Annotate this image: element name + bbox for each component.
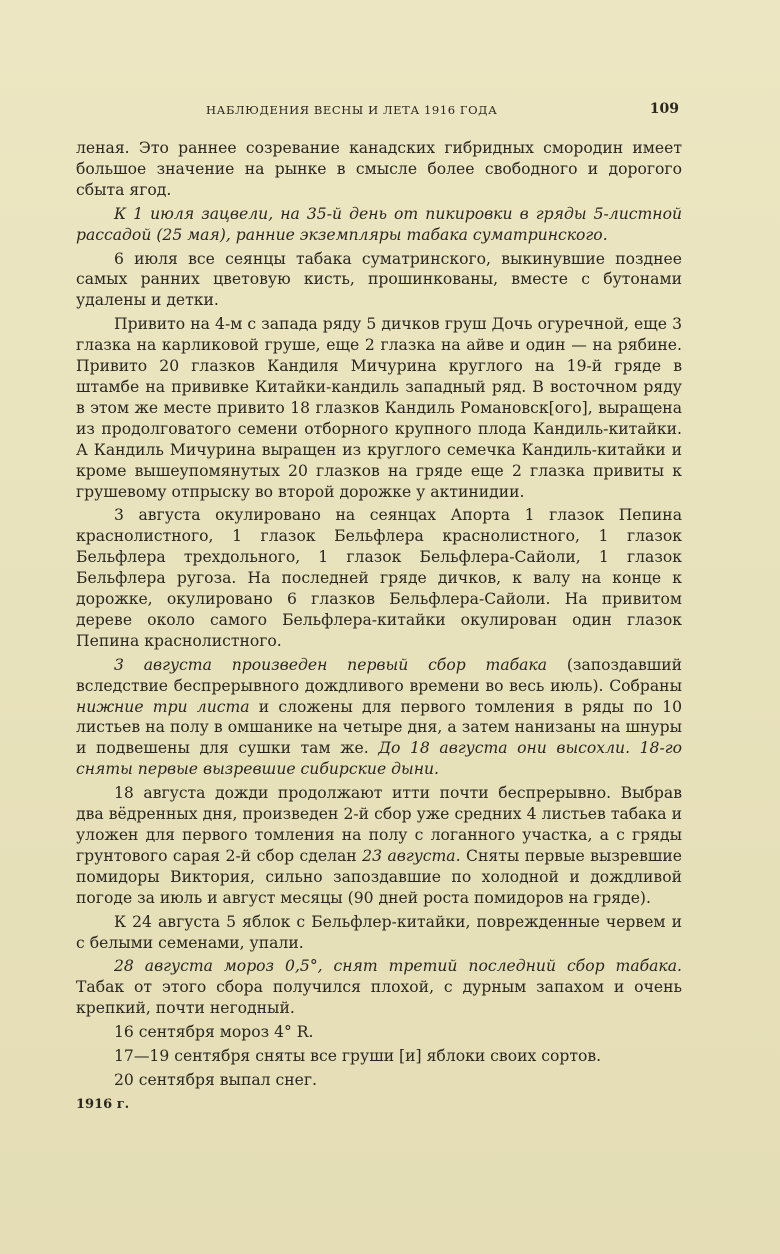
body-text (76, 138, 682, 1116)
text-run: (запоздавший вследствие беспрерывного дождливого времени во весь июль). Собраны (76, 655, 683, 695)
text-run: Табак от этого сбора получился плохой, с дурным запахом и очень крепкий, почти негодный. (76, 978, 682, 1018)
text-run: 20 сентября выпал снег. (114, 1070, 318, 1089)
paragraph (76, 505, 682, 651)
footer-year: 1916 г. (76, 1096, 130, 1112)
paragraph (76, 1070, 682, 1091)
text-run: 17—19 сентября сняты все груши [и] яблоки своих сортов. (114, 1047, 602, 1066)
text-run: 3 августа окулировано на сеянцах Апорта 1 глазок Пепина краснолистного, 1 глазок Бельфлера краснолистного, 1 глазок Бельфлера трехдольного, 1 глазок Бельфлера-Сайоли, 1 глазок Бельфлера ругоза. На последней гряде дичков, к валу на конце к дорожке, окулировано 6 глазков Бельфлера-Сайоли. На привитом дереве около самого Бельфлера-китайки окулирован один глазок Пепина краснолистного. (76, 506, 682, 650)
paragraph (76, 1022, 682, 1043)
italic-text-run: нижние три листа (76, 697, 250, 716)
text-run: 18 августа дожди продолжают итти почти беспрерывно. Выбрав два вёдренных дня, произведен 2-й сбор уже средних 4 листьев табака и уложен для первого томления на полу с логанного участка, а с гряды грунтового сарая 2-й сбор сделан (76, 784, 682, 865)
paragraph (76, 655, 682, 780)
italic-text-run: До 18 августа они высохли. 18-го сняты первые вызревшие сибирские дыни. (76, 739, 683, 779)
running-title: НАБЛЮДЕНИЯ ВЕСНЫ И ЛЕТА 1916 ГОДА (206, 103, 498, 117)
italic-text-run: К 1 июля зацвели, на 35-й день от пикировки в гряды 5-листной рассадой (25 мая), ранние экземпляры табака суматринского. (76, 204, 682, 244)
paragraph (76, 783, 682, 908)
running-head (76, 101, 681, 121)
paragraph (76, 912, 682, 954)
italic-text-run: 23 августа. (362, 846, 461, 865)
paragraph (76, 249, 682, 312)
paragraph (76, 138, 682, 201)
italic-text-run: 3 августа произведен первый сбор табака (114, 655, 548, 674)
paragraph (76, 314, 682, 502)
text-run: К 24 августа 5 яблок с Бельфлер-китайки, поврежденные червем и с белыми семенами, упали. (76, 912, 682, 952)
page-number: 109 (649, 101, 679, 117)
text-run: и сложены для первого томления в ряды по 10 листьев на полу в омшанике на четыре дня, а затем нанизаны на шнуры и подвешены для сушки там же. (76, 697, 682, 758)
text-run: 16 сентября мороз 4° R. (114, 1023, 314, 1042)
paragraph (76, 204, 682, 246)
text-run: леная. Это раннее созревание канадских гибридных смородин имеет большое значение на рынке в смысле более свободного и дорогого сбыта ягод. (76, 139, 682, 199)
paragraph (76, 956, 682, 1019)
text-run: 6 июля все сеянцы табака суматринского, выкинувшие позднее самых ранних цветовую кисть, прошинкованы, вместе с бутонами удалены и детки. (76, 249, 682, 310)
text-run: Привито на 4-м с запада ряду 5 дичков груш Дочь огуречной, еще 3 глазка на карликовой груше, еще 2 глазка на айве и один — на рябине. Привито 20 глазков Кандиля Мичурина круглого на 19-й гряде в штамбе на прививке Китайки-кандиль западный ряд. В восточном ряду в этом же месте привито 18 глазков Кандиль Романовск[ого], выращена из продолговатого семени отборного крупного плода Кандиль-китайки. А Кандиль Мичурина выращен из круглого семечка Кандиль-китайки и кроме вышеупомянутых 20 глазков на гряде еще 2 глазка привиты к грушевому отпрыску во второй дорожке у актинидии. (76, 315, 682, 501)
paragraph (76, 1046, 682, 1067)
text-run: Сняты первые вызревшие помидоры Виктория, сильно запоздавшие по холодной и дождливой погоде за июль и август месяцы (90 дней роста помидоров на гряде). (76, 846, 682, 907)
italic-text-run: 28 августа мороз 0,5°, снят третий последний сбор табака. (114, 957, 682, 976)
